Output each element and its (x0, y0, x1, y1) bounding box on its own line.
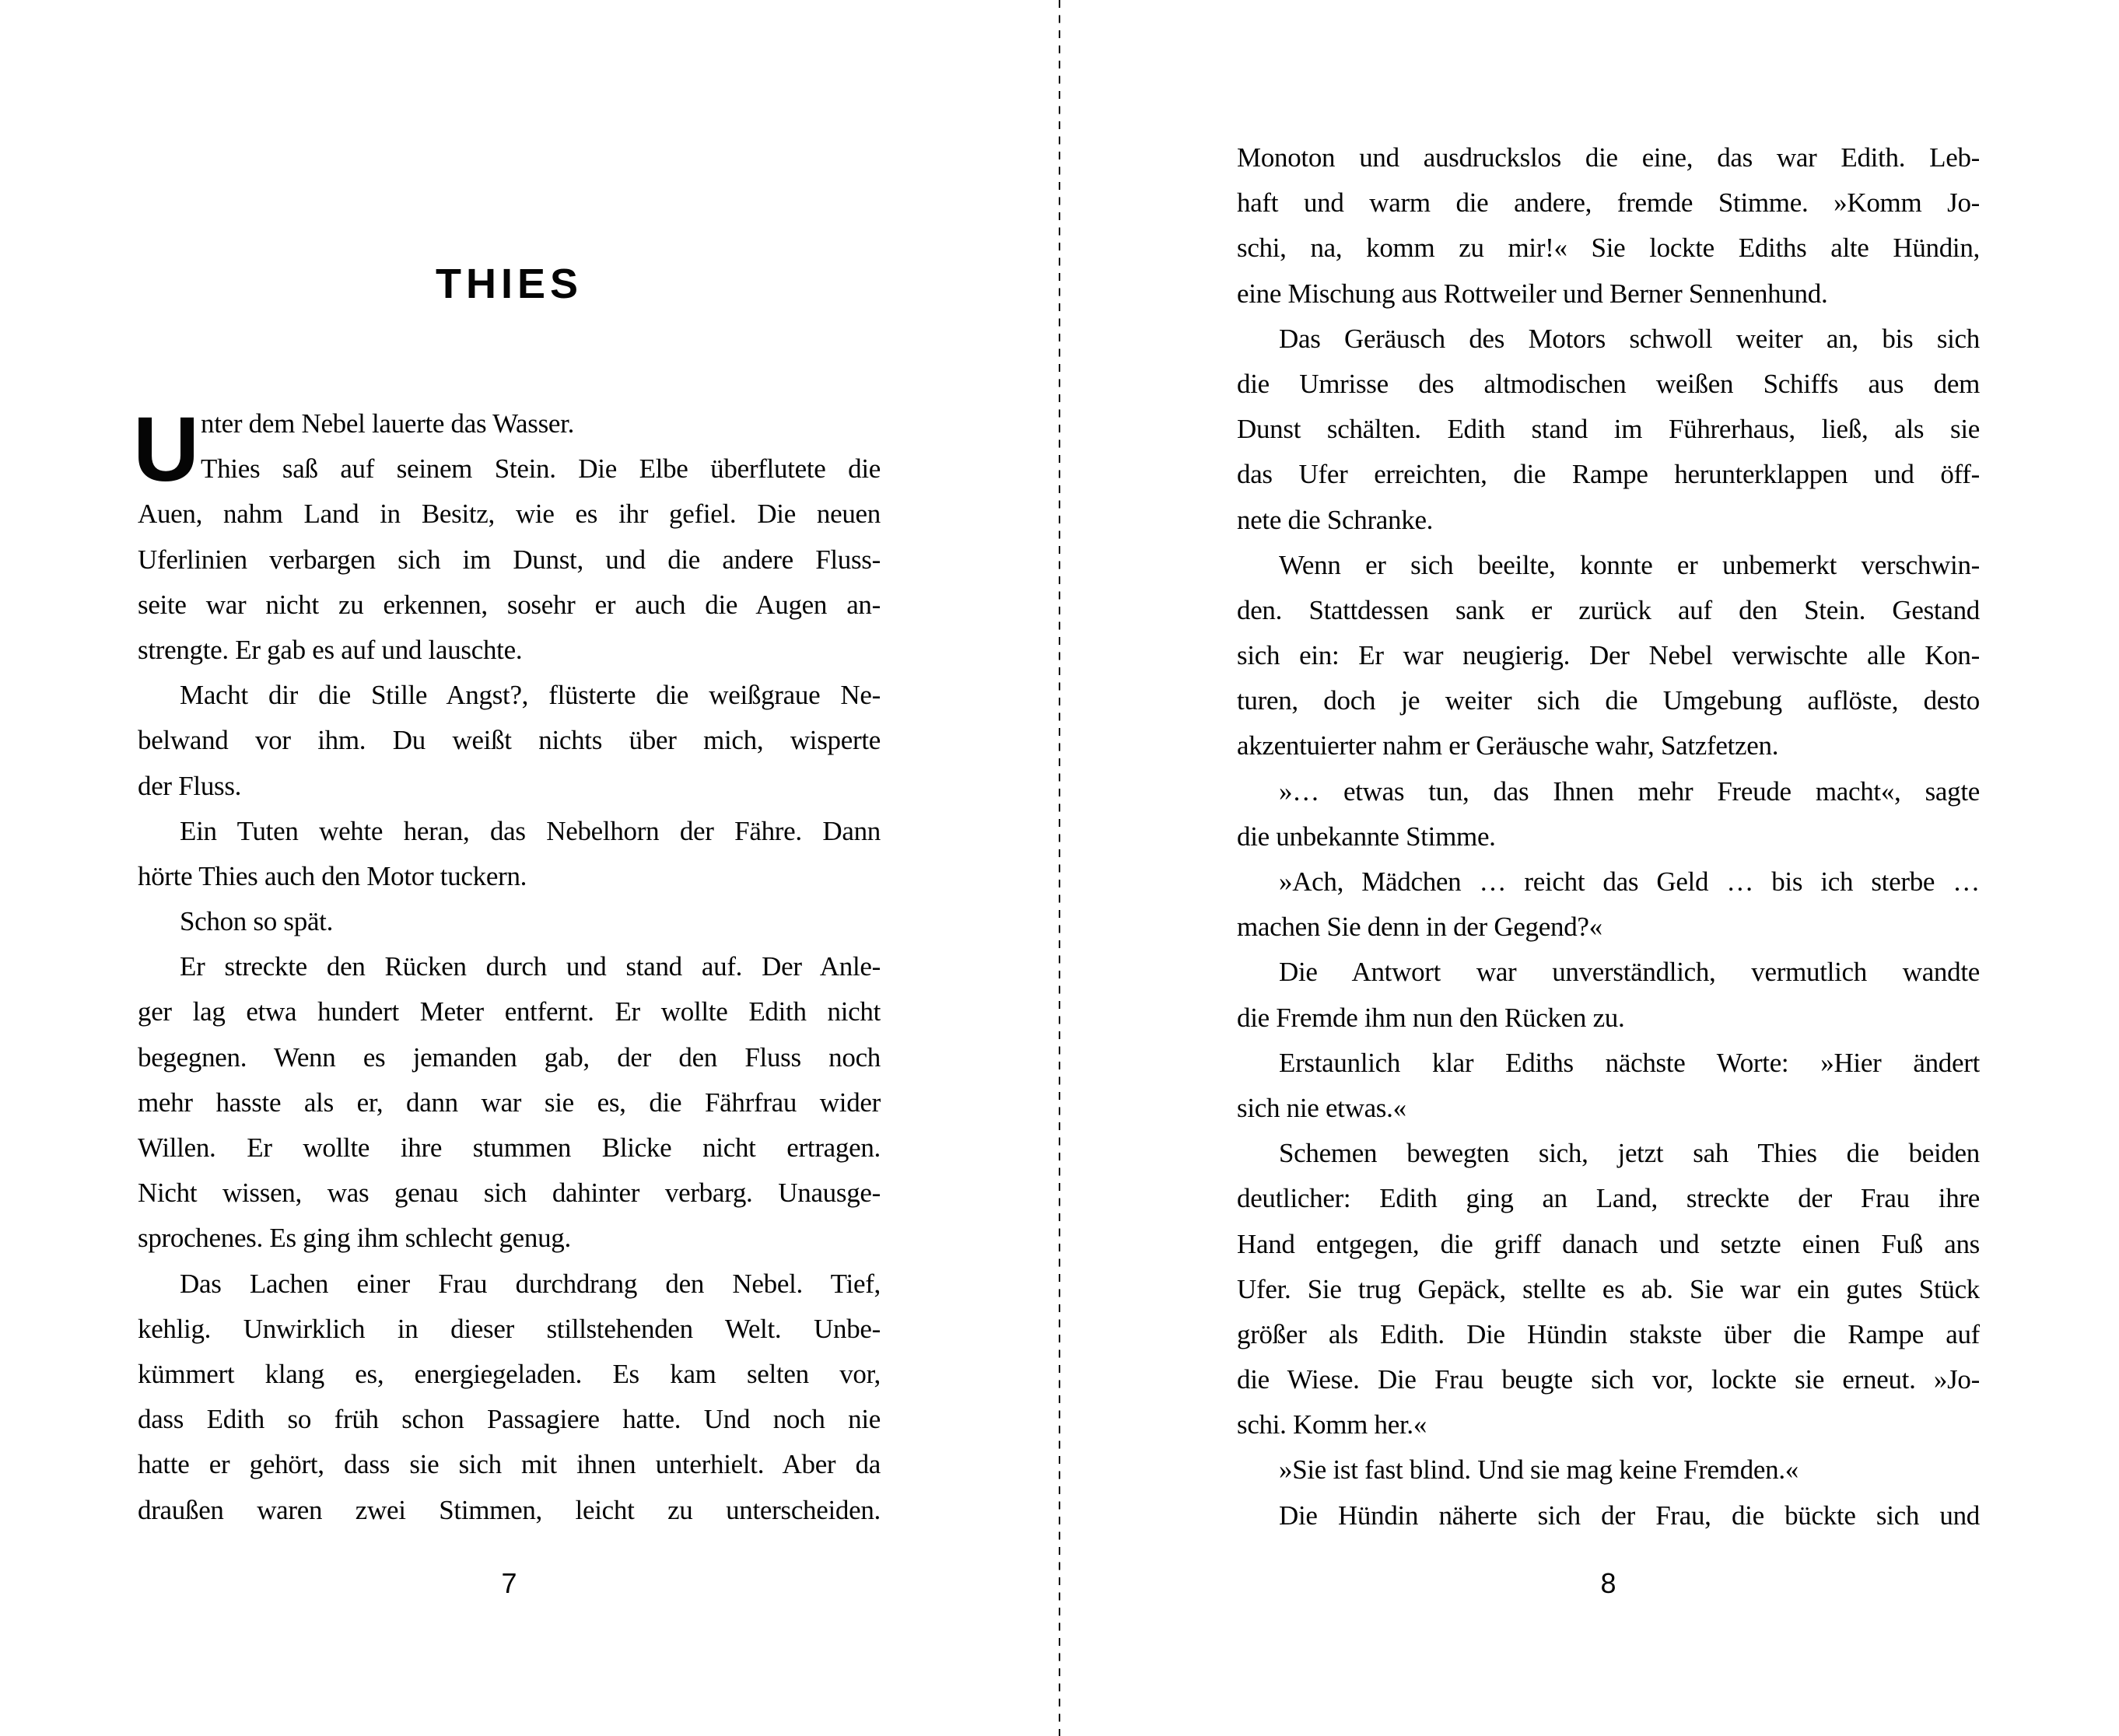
drop-cap: U (133, 398, 200, 501)
text-line: seite war nicht zu erkennen, sosehr er auch die Augen an- (138, 589, 881, 620)
text-line: Schon so spät. (180, 906, 334, 937)
text-line: mehr hasste als er, dann war sie es, die Fährfrau wider (138, 1087, 881, 1118)
text-line: sich ein: Er war neugierig. Der Nebel verwischte alle Kon- (1237, 640, 1980, 671)
text-line: die unbekannte Stimme. (1237, 821, 1496, 852)
text-line: Schemen bewegten sich, jetzt sah Thies die beiden (1279, 1138, 1980, 1169)
text-line: Hand entgegen, die griff danach und setzte einen Fuß ans (1237, 1228, 1980, 1259)
text-line: kehlig. Unwirklich in dieser stillstehenden Welt. Unbe- (138, 1313, 881, 1344)
text-line: deutlicher: Edith ging an Land, streckte der Frau ihre (1237, 1183, 1980, 1214)
text-line: Dunst schälten. Edith stand im Führerhaus, ließ, als sie (1237, 414, 1980, 445)
text-line: kümmert klang es, energiegeladen. Es kam selten vor, (138, 1358, 881, 1389)
text-line: hatte er gehört, dass sie sich mit ihnen unterhielt. Aber da (138, 1449, 881, 1480)
text-line: Uferlinien verbargen sich im Dunst, und die andere Fluss- (138, 544, 881, 575)
text-line: belwand vor ihm. Du weißt nichts über mich, wisperte (138, 725, 881, 756)
text-line: nete die Schranke. (1237, 504, 1434, 535)
text-line: schi, na, komm zu mir!« Sie lockte Ediths alte Hündin, (1237, 233, 1980, 264)
text-line: »Sie ist fast blind. Und sie mag keine Fremden.« (1279, 1454, 1799, 1486)
left-page-body (138, 401, 881, 1533)
text-line: Ufer. Sie trug Gepäck, stellte es ab. Sie war ein gutes Stück (1237, 1273, 1980, 1304)
text-line: »Ach, Mädchen … reicht das Geld … bis ich sterbe … (1279, 866, 1980, 897)
text-line: strengte. Er gab es auf und lauschte. (138, 634, 523, 665)
text-line: das Ufer erreichten, die Rampe herunterklappen und öff- (1237, 459, 1980, 490)
text-line: die Wiese. Die Frau beugte sich vor, lockte sie erneut. »Jo- (1237, 1364, 1980, 1395)
text-line: Ein Tuten wehte heran, das Nebelhorn der Fähre. Dann (180, 815, 881, 846)
text-line: eine Mischung aus Rottweiler und Berner Sennenhund. (1237, 278, 1828, 309)
text-line: Nicht wissen, was genau sich dahinter verbarg. Unausge- (138, 1178, 881, 1209)
text-line: turen, doch je weiter sich die Umgebung auflöste, desto (1237, 685, 1980, 716)
text-line: sprochenes. Es ging ihm schlecht genug. (138, 1223, 571, 1254)
text-line: akzentuierter nahm er Geräusche wahr, Satzfetzen. (1237, 730, 1779, 761)
text-line: Auen, nahm Land in Besitz, wie es ihr gefiel. Die neuen (138, 499, 881, 530)
text-line: Das Geräusch des Motors schwoll weiter an, bis sich (1279, 323, 1980, 354)
text-line: machen Sie denn in der Gegend?« (1237, 912, 1602, 943)
text-line: Die Hündin näherte sich der Frau, die bückte sich und (1279, 1500, 1980, 1531)
right-page-body (1237, 135, 1980, 1538)
text-line: Das Lachen einer Frau durchdrang den Nebel. Tief, (180, 1268, 881, 1299)
text-line: Erstaunlich klar Ediths nächste Worte: »Hier ändert (1279, 1047, 1980, 1078)
text-line: draußen waren zwei Stimmen, leicht zu unterscheiden. (138, 1494, 881, 1525)
text-line: dass Edith so früh schon Passagiere hatte. Und noch nie (138, 1404, 881, 1435)
left-page (133, 0, 881, 1736)
text-line: größer als Edith. Die Hündin stakste über die Rampe auf (1237, 1318, 1980, 1349)
text-line: haft und warm die andere, fremde Stimme. »Komm Jo- (1237, 187, 1980, 219)
page-number-left: 7 (501, 1567, 517, 1599)
text-line: Die Antwort war unverständlich, vermutlich wandte (1279, 957, 1980, 988)
page-divider (1059, 0, 1060, 1736)
text-line: hörte Thies auch den Motor tuckern. (138, 860, 527, 891)
page-number-right: 8 (1600, 1567, 1616, 1599)
right-page (1237, 0, 1980, 1736)
text-line: ger lag etwa hundert Meter entfernt. Er wollte Edith nicht (138, 996, 881, 1027)
text-line: Thies saß auf seinem Stein. Die Elbe überflutete die (201, 453, 881, 485)
text-line: Wenn er sich beeilte, konnte er unbemerkt verschwin- (1279, 549, 1980, 580)
text-line: die Umrisse des altmodischen weißen Schiffs aus dem (1237, 368, 1980, 399)
text-line: Er streckte den Rücken durch und stand auf. Der Anle- (180, 951, 881, 982)
text-line: Willen. Er wollte ihre stummen Blicke nicht ertragen. (138, 1132, 881, 1163)
text-line: nter dem Nebel lauerte das Wasser. (201, 408, 575, 439)
text-line: sich nie etwas.« (1237, 1092, 1406, 1123)
text-line: Monoton und ausdruckslos die eine, das war Edith. Leb- (1237, 142, 1980, 173)
text-line: der Fluss. (138, 770, 242, 801)
text-line: begegnen. Wenn es jemanden gab, der den Fluss noch (138, 1041, 881, 1073)
text-line: »… etwas tun, das Ihnen mehr Freude macht«, sagte (1279, 775, 1980, 807)
chapter-title: THIES (435, 261, 583, 307)
text-line: den. Stattdessen sank er zurück auf den Stein. Gestand (1237, 594, 1980, 625)
text-line: die Fremde ihm nun den Rücken zu. (1237, 1002, 1625, 1033)
text-line: Macht dir die Stille Angst?, flüsterte die weißgraue Ne- (180, 680, 881, 711)
text-line: schi. Komm her.« (1237, 1409, 1427, 1440)
